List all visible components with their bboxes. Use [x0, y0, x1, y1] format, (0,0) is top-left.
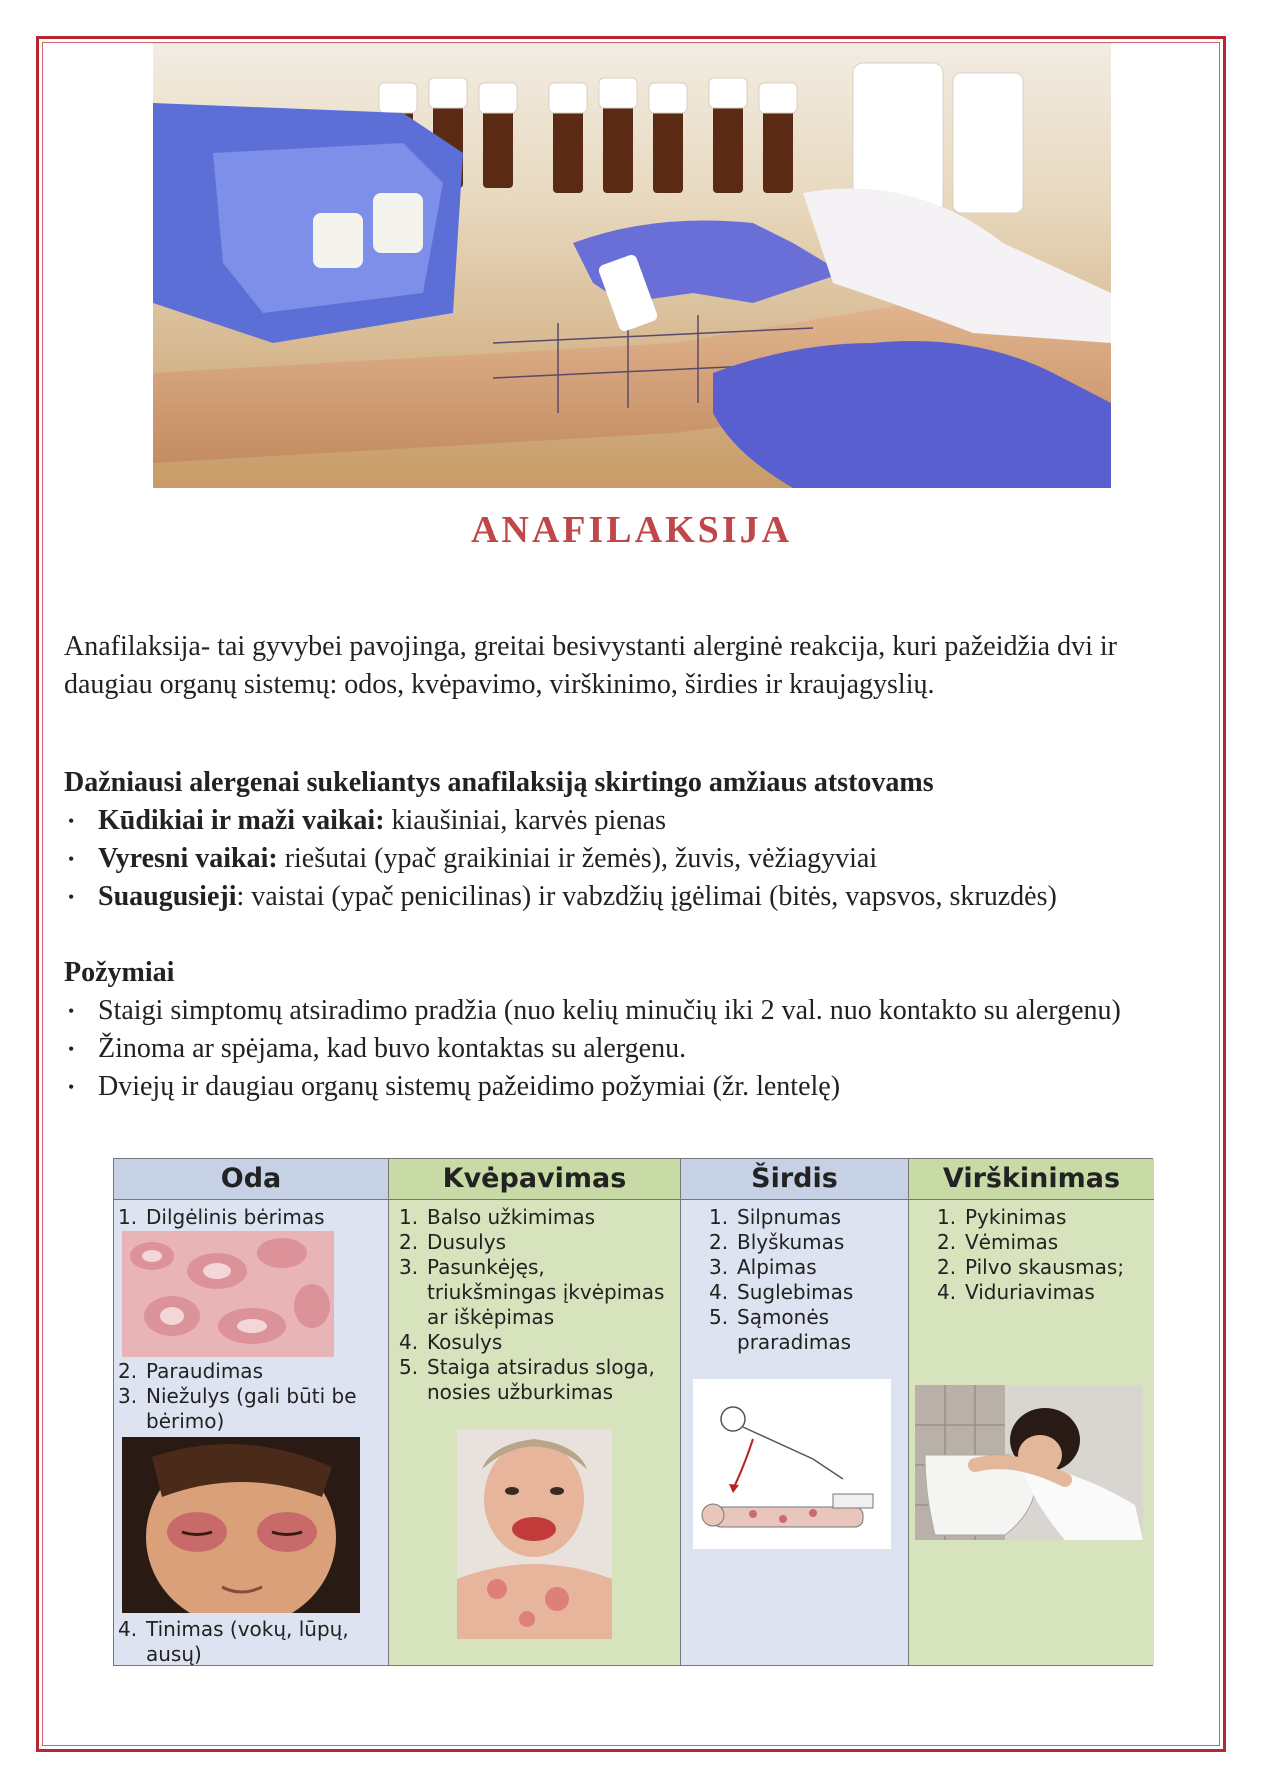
hives-photo — [122, 1231, 334, 1357]
list-item: 2. Blyškumas — [709, 1230, 845, 1254]
list-item: 3. Alpimas — [709, 1255, 817, 1279]
column-header: Virškinimas — [909, 1159, 1154, 1200]
fainting-illustration — [693, 1379, 891, 1549]
skin-test-photo — [153, 43, 1111, 488]
list-item: 1. Pykinimas — [937, 1205, 1067, 1229]
list-item: 1. Dilgėlinis bėrimas — [118, 1205, 325, 1229]
list-item: 2. Pilvo skausmas; — [937, 1255, 1125, 1279]
list-item: • Staigi simptomų atsiradimo pradžia (nuo kelių minučių iki 2 val. nuo kontakto su alergenu) — [64, 992, 1184, 1030]
page-title: ANAFILAKSIJA — [470, 509, 793, 551]
column-oda — [114, 1159, 389, 1665]
list-item: • Suaugusieji: vaistai (ypač penicilinas) ir vabzdžių įgėlimai (bitės, vapsvos, skruzdės) — [64, 878, 1184, 916]
allergens-list — [64, 802, 1184, 916]
intro-paragraph: Anafilaksija- tai gyvybei pavojinga, greitai besivystanti alerginė reakcija, kuri pažeidžia dvi ir daugiau organų sistemų: odos, kvėpavimo, virškinimo, širdies ir kraujagyslių. — [64, 631, 1117, 700]
list-item: • Dviejų ir daugiau organų sistemų pažeidimo požymiai (žr. lentelę) — [64, 1068, 1184, 1106]
column-virskinimas — [909, 1159, 1154, 1665]
nausea-photo — [915, 1385, 1143, 1540]
allergens-heading: Dažniausi alergenai sukeliantys anafilaksiją skirtingo amžiaus atstovams — [64, 767, 934, 798]
symptoms-table — [113, 1158, 1153, 1666]
list-item: 2. Vėmimas — [937, 1230, 1059, 1254]
list-item: • Žinoma ar spėjama, kad buvo kontaktas su alergenu. — [64, 1030, 1184, 1068]
column-sirdis — [681, 1159, 909, 1665]
signs-list — [64, 992, 1184, 1106]
list-item: 5. Sąmonės praradimas — [709, 1305, 852, 1354]
list-item: 2. Dusulys — [399, 1230, 506, 1254]
list-item: 1. Silpnumas — [709, 1205, 842, 1229]
column-header: Širdis — [681, 1159, 908, 1200]
signs-heading: Požymiai — [64, 957, 175, 988]
list-item: 3. Niežulys (gali būti be bėrimo) — [118, 1384, 357, 1433]
swollen-lips-photo — [457, 1429, 612, 1639]
signs-section — [64, 954, 1184, 1106]
list-item: 2. Paraudimas — [118, 1359, 263, 1383]
list-item: 5. Staiga atsiradus sloga, nosies užburkimas — [399, 1355, 655, 1404]
list-item: 4. Suglebimas — [709, 1280, 854, 1304]
column-header: Oda — [114, 1159, 388, 1200]
column-header: Kvėpavimas — [389, 1159, 680, 1200]
column-kvepavimas — [389, 1159, 681, 1665]
list-item: • Vyresni vaikai: riešutai (ypač graikiniai ir žemės), žuvis, vėžiagyviai — [64, 840, 1184, 878]
list-item: 1. Balso užkimimas — [399, 1205, 596, 1229]
list-item: 4. Kosulys — [399, 1330, 503, 1354]
list-item: 4. Tinimas (vokų, lūpų, ausų) — [118, 1617, 349, 1666]
swollen-eyes-photo — [122, 1437, 360, 1613]
allergens-section — [64, 764, 1184, 916]
list-item: 3. Pasunkėjęs, triukšmingas įkvėpimas ar iškėpimas — [399, 1255, 665, 1329]
list-item: 4. Viduriavimas — [937, 1280, 1095, 1304]
list-item: • Kūdikiai ir maži vaikai: kiaušiniai, karvės pienas — [64, 802, 1184, 840]
